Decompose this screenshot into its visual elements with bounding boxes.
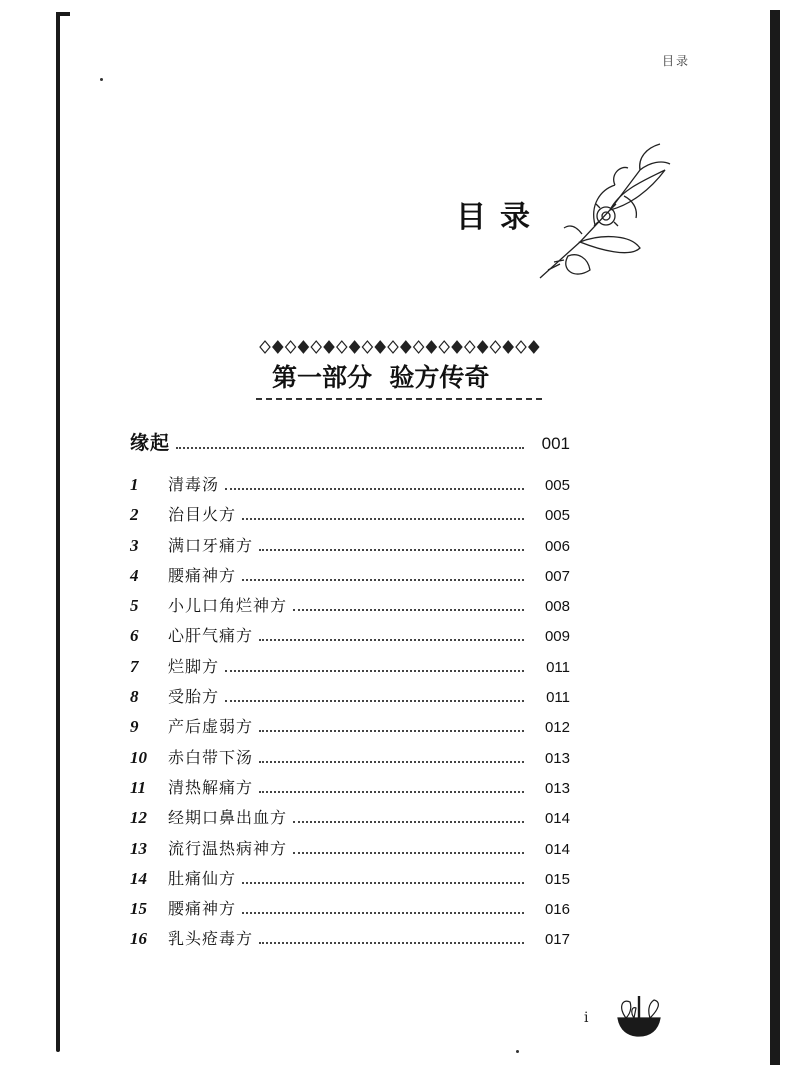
ornament-diamond [490,341,500,353]
toc-entry-label: 烂脚方 [168,658,220,676]
dot-leader [259,761,524,763]
flower-sprig-icon [520,130,680,290]
page-edge-right [770,10,780,1065]
toc-entry[interactable] [130,714,570,744]
ornament-diamond [478,341,488,353]
toc-entry-label: 腰痛神方 [168,901,237,919]
ornament-diamond [426,341,436,353]
toc-entry-number: 12 [130,808,147,828]
ornament-diamond [324,341,334,353]
toc-entry-label: 清热解痛方 [168,779,254,797]
toc-entry-page: 006 [544,537,570,555]
toc-entry-number: 7 [130,656,139,676]
mortar-herbs-icon [612,988,666,1040]
ornament-diamond [516,341,526,353]
dot-leader [225,700,524,702]
dot-leader [259,791,524,793]
ornament-diamond [337,341,347,353]
toc-entry[interactable] [130,593,570,623]
ornament-diamond [362,341,372,353]
toc-entry-label: 小儿口角烂神方 [168,598,288,616]
toc-entry-number: 15 [130,899,147,919]
ornament-diamond [388,341,398,353]
dot-leader [176,447,524,449]
toc-entry-label: 肚痛仙方 [168,870,237,888]
diamond-border-icon [258,338,542,356]
toc-entry[interactable] [130,533,570,563]
toc-entry-number: 2 [130,505,139,525]
toc-entry[interactable] [130,896,570,926]
toc-intro-entry[interactable] [130,428,570,472]
toc-entry-page: 007 [544,567,570,585]
dot-leader [242,518,524,520]
ornament-diamond [465,341,475,353]
ornament-diamond [452,341,462,353]
toc-entry-label: 赤白带下汤 [168,749,254,767]
toc-entry[interactable] [130,926,570,956]
ornament-diamond [439,341,449,353]
toc-entry-number: 14 [130,868,147,888]
toc-entry[interactable] [130,472,570,502]
ornament-diamond [311,341,321,353]
dot-leader [259,942,524,944]
toc-entry-page: 011 [546,658,570,676]
ornament-diamond [286,341,296,353]
toc-entry-page: 011 [546,689,570,707]
dot-leader [259,639,524,641]
toc-entry-page: 013 [544,779,570,797]
dot-leader [242,882,524,884]
toc-entry-page: 009 [544,628,570,646]
toc-entry-page: 001 [541,434,570,453]
ornament-diamond [273,341,283,353]
toc-entry[interactable] [130,623,570,653]
dot-leader [293,852,524,854]
toc-entry-page: 014 [544,840,570,858]
toc-entry-number: 9 [130,717,139,737]
dot-leader [259,730,524,732]
dot-leader [293,821,524,823]
dot-leader [225,488,524,490]
toc-entry-page: 008 [544,598,570,616]
ornament-diamond [529,341,539,353]
toc-entry-number: 6 [130,626,139,646]
toc-entry-label: 满口牙痛方 [168,537,254,555]
scan-speck [100,78,103,81]
toc-entry[interactable] [130,836,570,866]
ornament-diamond [401,341,411,353]
toc-entry[interactable] [130,866,570,896]
ornament-diamond [350,341,360,353]
toc-entry-number: 10 [130,747,147,767]
toc-entry-page: 016 [544,901,570,919]
toc-entry-page: 013 [544,749,570,767]
toc-entry-label: 经期口鼻出血方 [168,810,288,828]
toc-entry-page: 005 [544,477,570,494]
toc-entry-page: 012 [544,719,570,737]
toc-entry-number: 13 [130,838,147,858]
toc-entry-label: 产后虚弱方 [168,719,254,737]
toc-entry-number: 11 [130,777,147,797]
toc-entry-page: 005 [544,507,570,525]
toc-entry[interactable] [130,563,570,593]
dashed-rule [256,398,542,400]
toc-entry-label: 清毒汤 [168,477,220,494]
toc-entry-number: 8 [130,687,139,707]
toc-entry[interactable] [130,775,570,805]
scan-speck [516,1050,519,1053]
toc-entry-label: 腰痛神方 [168,567,237,585]
toc-entry-page: 017 [544,931,570,949]
ornament-diamond [375,341,385,353]
toc-entry[interactable] [130,684,570,714]
dot-leader [259,549,524,551]
running-head: 目录 [661,54,690,68]
toc-entry[interactable] [130,745,570,775]
dot-leader [293,609,524,611]
ornament-diamond [298,341,308,353]
toc-entry[interactable] [130,654,570,684]
toc-entry-number: 4 [130,565,139,585]
dot-leader [242,912,524,914]
page-number: i [584,1010,589,1026]
toc-entry-number: 3 [130,535,139,555]
ornament-diamond [414,341,424,353]
page-title: 目录 [456,200,544,235]
toc-entry[interactable] [130,805,570,835]
toc-entry-label: 乳头疮毒方 [168,931,254,949]
toc-entry-number: 5 [130,596,139,616]
toc-entry-page: 015 [544,870,570,888]
dot-leader [225,670,524,672]
table-of-contents [130,428,570,957]
toc-entry[interactable] [130,502,570,532]
page-edge-left [56,12,60,1052]
toc-entry-label: 心肝气痛方 [168,628,254,646]
toc-entry-label: 流行温热病神方 [168,840,288,858]
dot-leader [242,579,524,581]
toc-entry-label: 缘起 [130,433,171,454]
toc-entry-page: 014 [544,810,570,828]
ornament-diamond [260,341,270,353]
toc-entry-label: 治目火方 [168,507,237,525]
toc-entry-number: 1 [130,475,139,494]
toc-entry-label: 受胎方 [168,689,220,707]
toc-entry-number: 16 [130,929,147,949]
ornament-diamond [503,341,513,353]
part-heading: 第一部分 验方传奇 [272,363,490,392]
